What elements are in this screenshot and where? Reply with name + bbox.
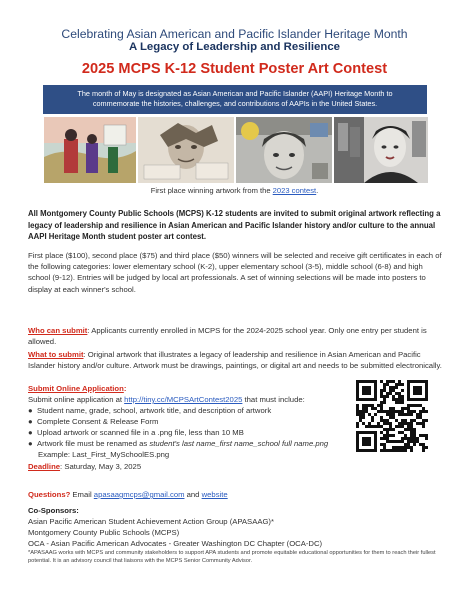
- banner-line-2: commemorate the histories, challenges, and contributions of AAPIs in the United States.: [92, 99, 378, 108]
- who-can-submit-text: : Applicants currently enrolled in MCPS for the 2024-2025 school year. Only one entry per student is allowed.: [28, 326, 427, 346]
- artwork-image-2: [138, 117, 234, 183]
- bullet-text-3: Upload artwork or scanned file in a .png file, less than 10 MB: [37, 428, 244, 437]
- deadline-label: Deadline: [28, 462, 61, 471]
- what-to-submit-text: : Original artwork that illustrates a legacy of leadership and resilience in Asian American and Pacific Islander history and/or culture. Artwork must be drawings, paintings, or digital art and needs to be submitted electronically.: [28, 350, 442, 370]
- contact-email-link[interactable]: apasaagmcps@gmail.com: [93, 490, 185, 499]
- artwork-caption: [0, 186, 469, 196]
- prizes-paragraph: First place ($100), second place ($75) and third place ($50) winners will be selected and receive gift certificates in each of the following categories: lower elementary school (K-2), upper elementary school (3-5), middle school (6-8) and high school (9-12). Entries will be judged by local art professionals. A set of winning selections will be made into posters to display at each winner's school.: [28, 251, 442, 294]
- cosponsor-item: Asian Pacific American Student Achievement Action Group (APASAAG)*: [28, 517, 274, 526]
- rename-rule-text: Artwork file must be renamed as: [37, 439, 150, 448]
- application-url-link[interactable]: http://tiny.cc/MCPSArtContest2025: [124, 395, 243, 404]
- example-filename: Example: Last_First_MySchoolES.png: [38, 450, 170, 459]
- artwork-image-3: [236, 117, 332, 183]
- who-can-submit-section: [28, 325, 443, 347]
- contest-title: 2025 MCPS K-12 Student Poster Art Contest: [81, 61, 388, 77]
- qr-code[interactable]: [356, 380, 428, 452]
- artwork-image-4: [334, 117, 428, 183]
- theme-subheading: A Legacy of Leadership and Resilience: [128, 41, 340, 53]
- questions-pre: Email: [70, 490, 94, 499]
- submit-online-colon: :: [123, 384, 127, 393]
- cosponsor-item: OCA - Asian Pacific American Advocates - Greater Washington DC Chapter (OCA-DC): [28, 539, 323, 548]
- submit-online-pre: Submit online application at: [28, 395, 125, 404]
- bullet-text-1: Student name, grade, school, artwork title, and description of artwork: [37, 406, 272, 415]
- bullet-icon: ●: [28, 428, 33, 437]
- footnote: *APASAAG works with MCPS and community stakeholders to support APA students and promote equitable educational opportunities for them to reach their fullest potential. It is an advisory council that liaisons with the MCPS Senior Community Advisor.: [28, 550, 436, 565]
- contest-2023-link[interactable]: 2023 contest: [272, 186, 317, 195]
- banner-line-1: The month of May is designated as Asian American and Pacific Islander (AAPI) Heritage Month to: [77, 89, 393, 98]
- questions-mid: and: [184, 490, 202, 499]
- submit-online-line: [28, 394, 338, 405]
- caption-text: First place winning artwork from the: [150, 186, 273, 195]
- deadline-text: : Saturday, May 3, 2025: [60, 462, 142, 471]
- submit-online-label: Submit Online Application: [28, 384, 124, 393]
- bullet-icon: ●: [28, 417, 33, 426]
- questions-label: Questions?: [28, 490, 71, 499]
- intro-banner: [43, 85, 427, 114]
- list-item: [28, 427, 368, 438]
- submit-online-post: that must include:: [242, 395, 305, 404]
- artwork-image-1: [44, 117, 136, 183]
- what-to-submit-label: What to submit: [28, 350, 84, 359]
- list-item: [28, 416, 368, 427]
- bullet-icon: ●: [28, 439, 33, 448]
- invitation-paragraph: All Montgomery County Public Schools (MCPS) K-12 students are invited to submit original artwork reflecting a legacy of leadership and resilience in Asian American and Pacific Islander history and/or culture to the annual AAPI Heritage Month student poster art contest.: [28, 209, 441, 241]
- cosponsors-heading: Co-Sponsors:: [28, 506, 79, 515]
- list-item: [28, 405, 368, 416]
- bullet-icon: ●: [28, 406, 33, 415]
- winning-artwork-row: [44, 117, 428, 183]
- website-link[interactable]: website: [201, 490, 228, 499]
- what-to-submit-section: [28, 349, 443, 371]
- who-can-submit-label: Who can submit: [28, 326, 88, 335]
- list-item: [28, 438, 388, 449]
- bullet-text-2: Complete Consent & Release Form: [37, 417, 159, 426]
- qr-code-icon: [356, 380, 428, 452]
- questions-section: [28, 489, 443, 500]
- cosponsor-item: Montgomery County Public Schools (MCPS): [28, 528, 180, 537]
- heritage-month-heading: Celebrating Asian American and Pacific Islander Heritage Month: [61, 27, 408, 41]
- rename-pattern-text: student's last name_first name_school full name.png: [149, 439, 329, 448]
- caption-end: .: [316, 186, 319, 195]
- deadline-section: [28, 461, 443, 472]
